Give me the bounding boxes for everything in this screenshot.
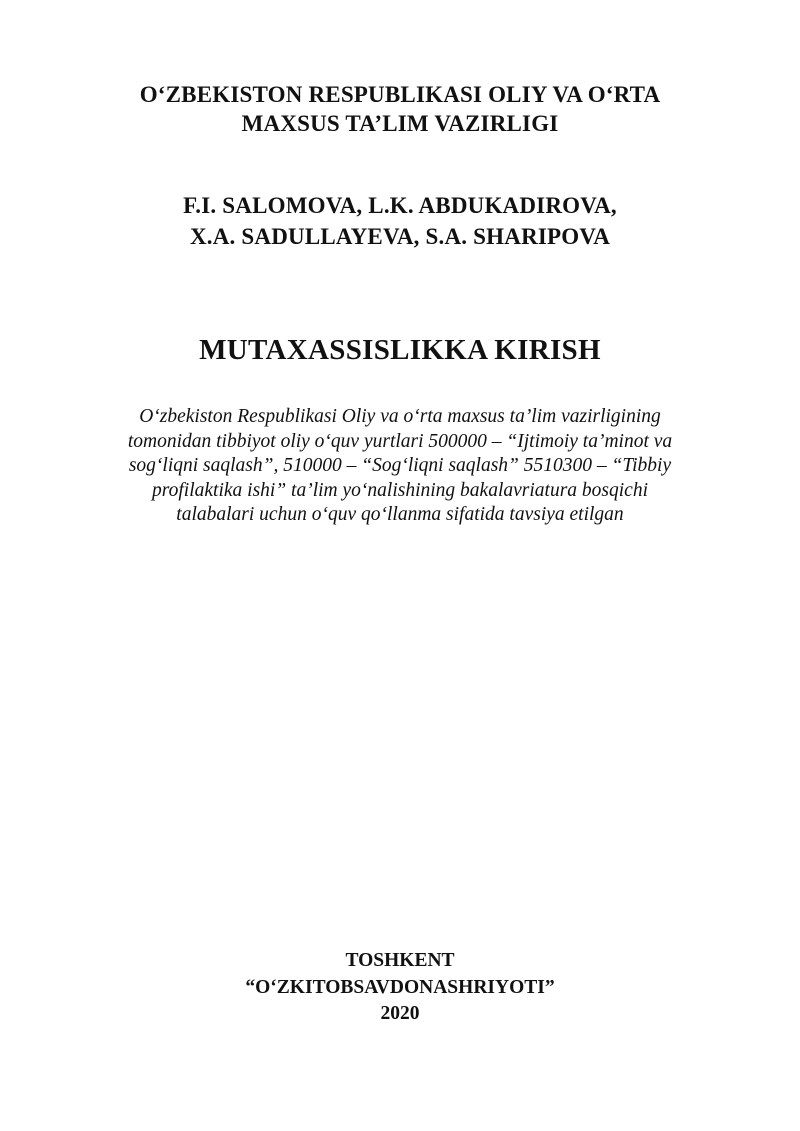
recommendation-line: profilaktika ishi” ta’lim yo‘nalishining bakalavriatura bosqichi (152, 479, 648, 501)
authors-heading (0, 190, 800, 252)
recommendation-line: talabalari uchun o‘quv qo‘llanma sifatida tavsiya etilgan (176, 504, 624, 525)
recommendation-text (0, 405, 800, 528)
ministry-line-2: MAXSUS TA’LIM VAZIRLIGI (241, 111, 559, 136)
authors-line-2: X.A. SADULLAYEVA, S.A. SHARIPOVA (189, 224, 611, 249)
imprint-publisher: “O‘ZKITOBSAVDONASHRIYOTI” (245, 976, 555, 998)
authors-line-1: F.I. SALOMOVA, L.K. ABDUKADIROVA, (183, 193, 617, 218)
recommendation-line: O‘zbekiston Respublikasi Oliy va o‘rta maxsus ta’lim vazirligining (139, 406, 661, 427)
ministry-line-1: O‘ZBEKISTON RESPUBLIKASI OLIY VA O‘RTA (139, 82, 661, 107)
publisher-imprint (0, 948, 800, 1028)
imprint-city: TOSHKENT (345, 950, 455, 971)
recommendation-line: tomonidan tibbiyot oliy o‘quv yurtlari 500000 – “Ijtimoiy ta’minot va (127, 430, 673, 452)
imprint-year: 2020 (380, 1003, 420, 1024)
recommendation-line: sog‘liqni saqlash”, 510000 – “Sog‘liqni saqlash” 5510300 – “Tibbiy (128, 455, 672, 476)
ministry-heading (0, 80, 800, 138)
book-title: MUTAXASSISLIKKA KIRISH (199, 334, 601, 366)
